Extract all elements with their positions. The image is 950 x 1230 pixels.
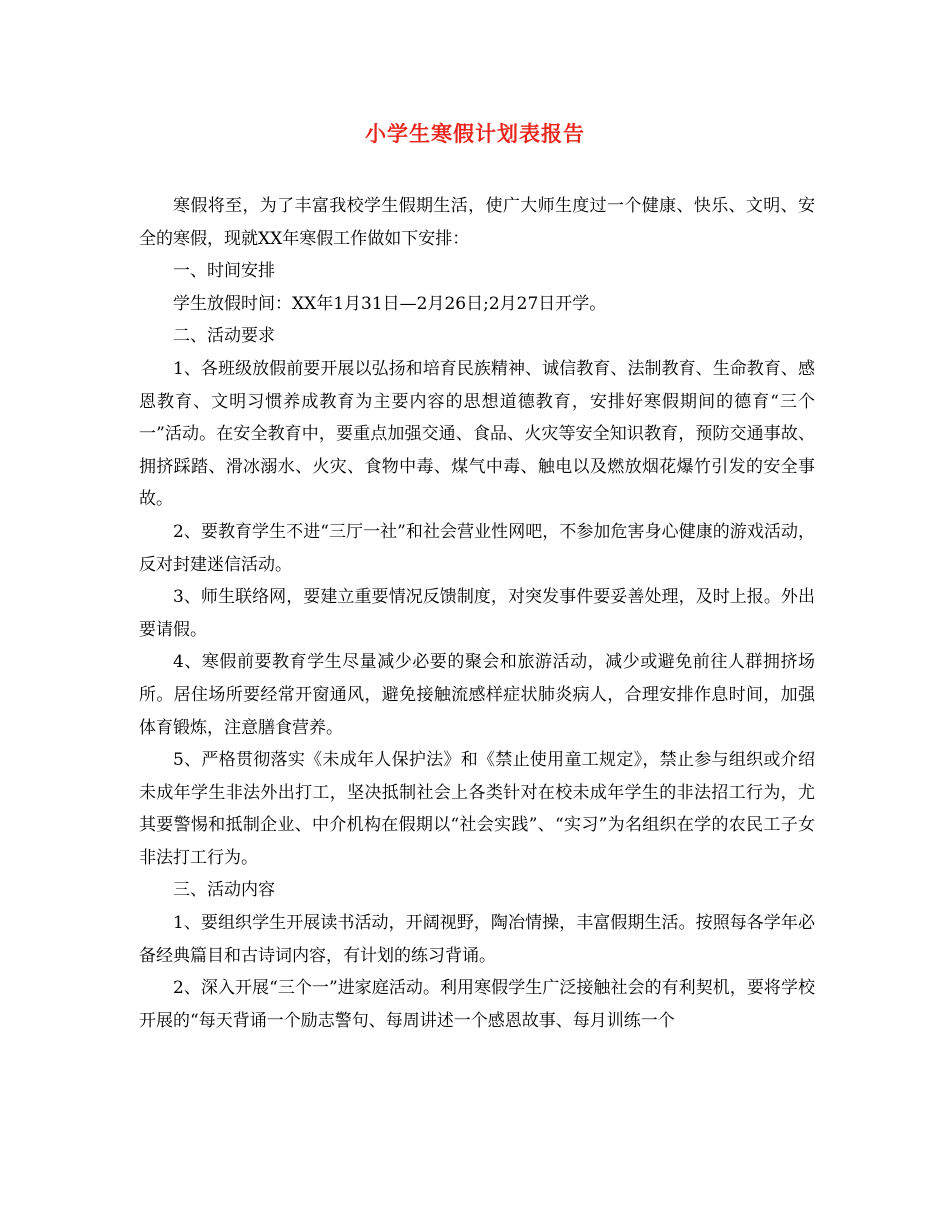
content-item-2: 2、深入开展“三个一”进家庭活动。利用寒假学生广泛接触社会的有利契机，要将学校开展的“每天背诵一个励志警句、每周讲述一个感恩故事、每月训练一个 xyxy=(139,978,815,1031)
content-item-1: 1、要组织学生开展读书活动，开阔视野，陶冶情操，丰富假期生活。按照每各学年必备经典篇目和古诗词内容，有计划的练习背诵。 xyxy=(139,913,815,966)
section-heading-content: 三、活动内容 xyxy=(173,880,275,901)
requirement-item-3: 3、师生联络网，要建立重要情况反馈制度，对突发事件要妥善处理，及时上报。外出要请假。 xyxy=(139,587,815,640)
intro-paragraph: 寒假将至，为了丰富我校学生假期生活，使广大师生度过一个健康、快乐、文明、安全的寒假，现就XX年寒假工作做如下安排： xyxy=(139,196,815,249)
requirement-item-4: 4、寒假前要教育学生尽量减少必要的聚会和旅游活动，减少或避免前往人群拥挤场所。居住场所要经常开窗通风，避免接触流感样症状肺炎病人，合理安排作息时间，加强体育锻炼，注意膳食营养。 xyxy=(139,652,815,738)
document-body xyxy=(139,190,815,1037)
requirement-item-2: 2、要教育学生不进“三厅一社”和社会营业性网吧，不参加危害身心健康的游戏活动，反对封建迷信活动。 xyxy=(139,521,815,575)
document-title: 小学生寒假计划表报告 xyxy=(365,121,585,146)
requirement-item-1: 1、各班级放假前要开展以弘扬和培育民族精神、诚信教育、法制教育、生命教育、感恩教育、文明习惯养成教育为主要内容的思想道德教育，安排好寒假期间的德育“三个一”活动。在安全教育中，要重点加强交通、食品、火灾等安全知识教育，预防交通事故、拥挤踩踏、滑冰溺水、火灾、食物中毒、煤气中毒、触电以及燃放烟花爆竹引发的安全事故。 xyxy=(139,358,815,510)
section-heading-time: 一、时间安排 xyxy=(173,261,275,282)
section-heading-requirements: 二、活动要求 xyxy=(173,326,275,347)
requirement-item-5: 5、严格贯彻落实《未成年人保护法》和《禁止使用童工规定》，禁止参与组织或介绍未成年学生非法外出打工，坚决抵制社会上各类针对在校未成年学生的非法招工行为，尤其要警惕和抵制企业、中介机构在假期以“社会实践”、“实习”为名组织在学的农民工子女非法打工行为。 xyxy=(139,750,815,868)
holiday-dates-paragraph: 学生放假时间：XX年1月31日—2月26日;2月27日开学。 xyxy=(173,293,607,314)
